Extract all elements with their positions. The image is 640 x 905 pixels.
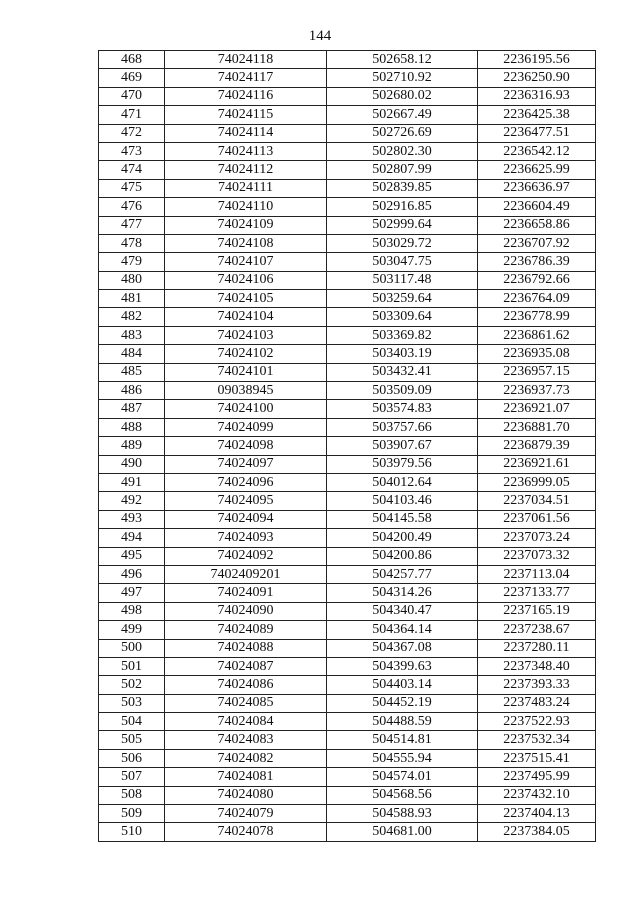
row-number-cell: 495	[99, 547, 165, 565]
table-row	[99, 418, 596, 436]
point-id-cell: 74024109	[165, 216, 327, 234]
y-coordinate-cell: 2237515.41	[478, 749, 596, 767]
point-id-cell: 74024107	[165, 253, 327, 271]
row-number-cell: 486	[99, 382, 165, 400]
point-id-cell: 09038945	[165, 382, 327, 400]
table-row	[99, 492, 596, 510]
x-coordinate-cell: 503047.75	[327, 253, 478, 271]
point-id-cell: 74024105	[165, 290, 327, 308]
x-coordinate-cell: 504340.47	[327, 602, 478, 620]
point-id-cell: 74024110	[165, 198, 327, 216]
table-row	[99, 345, 596, 363]
row-number-cell: 482	[99, 308, 165, 326]
point-id-cell: 74024082	[165, 749, 327, 767]
y-coordinate-cell: 2236957.15	[478, 363, 596, 381]
x-coordinate-cell: 504403.14	[327, 676, 478, 694]
point-id-cell: 74024117	[165, 69, 327, 87]
row-number-cell: 485	[99, 363, 165, 381]
x-coordinate-cell: 503369.82	[327, 326, 478, 344]
table-row	[99, 621, 596, 639]
x-coordinate-cell: 503757.66	[327, 418, 478, 436]
row-number-cell: 510	[99, 823, 165, 841]
row-number-cell: 504	[99, 713, 165, 731]
table-row	[99, 547, 596, 565]
x-coordinate-cell: 504488.59	[327, 713, 478, 731]
x-coordinate-cell: 502658.12	[327, 51, 478, 69]
y-coordinate-cell: 2236707.92	[478, 234, 596, 252]
point-id-cell: 74024098	[165, 437, 327, 455]
y-coordinate-cell: 2237404.13	[478, 805, 596, 823]
y-coordinate-cell: 2236786.39	[478, 253, 596, 271]
y-coordinate-cell: 2237348.40	[478, 657, 596, 675]
point-id-cell: 74024100	[165, 400, 327, 418]
row-number-cell: 473	[99, 142, 165, 160]
x-coordinate-cell: 503309.64	[327, 308, 478, 326]
table-row	[99, 565, 596, 583]
point-id-cell: 74024104	[165, 308, 327, 326]
row-number-cell: 479	[99, 253, 165, 271]
x-coordinate-cell: 504103.46	[327, 492, 478, 510]
point-id-cell: 74024111	[165, 179, 327, 197]
y-coordinate-cell: 2236778.99	[478, 308, 596, 326]
row-number-cell: 487	[99, 400, 165, 418]
table-row	[99, 363, 596, 381]
y-coordinate-cell: 2236792.66	[478, 271, 596, 289]
row-number-cell: 500	[99, 639, 165, 657]
table-row	[99, 326, 596, 344]
y-coordinate-cell: 2237165.19	[478, 602, 596, 620]
y-coordinate-cell: 2237034.51	[478, 492, 596, 510]
point-id-cell: 74024093	[165, 529, 327, 547]
row-number-cell: 503	[99, 694, 165, 712]
point-id-cell: 74024112	[165, 161, 327, 179]
point-id-cell: 74024090	[165, 602, 327, 620]
table-row	[99, 234, 596, 252]
point-id-cell: 74024081	[165, 768, 327, 786]
table-row	[99, 290, 596, 308]
coordinates-table	[98, 50, 596, 842]
table-row	[99, 455, 596, 473]
y-coordinate-cell: 2236625.99	[478, 161, 596, 179]
point-id-cell: 74024101	[165, 363, 327, 381]
table-row	[99, 142, 596, 160]
y-coordinate-cell: 2237133.77	[478, 584, 596, 602]
row-number-cell: 502	[99, 676, 165, 694]
row-number-cell: 475	[99, 179, 165, 197]
x-coordinate-cell: 504555.94	[327, 749, 478, 767]
y-coordinate-cell: 2237483.24	[478, 694, 596, 712]
y-coordinate-cell: 2237061.56	[478, 510, 596, 528]
table-row	[99, 602, 596, 620]
x-coordinate-cell: 504012.64	[327, 473, 478, 491]
row-number-cell: 468	[99, 51, 165, 69]
row-number-cell: 480	[99, 271, 165, 289]
row-number-cell: 498	[99, 602, 165, 620]
table-row	[99, 51, 596, 69]
table-row	[99, 400, 596, 418]
y-coordinate-cell: 2236861.62	[478, 326, 596, 344]
table-row	[99, 69, 596, 87]
y-coordinate-cell: 2236999.05	[478, 473, 596, 491]
x-coordinate-cell: 504364.14	[327, 621, 478, 639]
y-coordinate-cell: 2236316.93	[478, 87, 596, 105]
table-row	[99, 786, 596, 804]
table-row	[99, 253, 596, 271]
table-row	[99, 271, 596, 289]
x-coordinate-cell: 502667.49	[327, 106, 478, 124]
coordinates-table-body	[99, 51, 596, 842]
y-coordinate-cell: 2236195.56	[478, 51, 596, 69]
y-coordinate-cell: 2236937.73	[478, 382, 596, 400]
y-coordinate-cell: 2236921.07	[478, 400, 596, 418]
x-coordinate-cell: 502999.64	[327, 216, 478, 234]
table-row	[99, 823, 596, 841]
x-coordinate-cell: 504568.56	[327, 786, 478, 804]
table-row	[99, 749, 596, 767]
x-coordinate-cell: 502680.02	[327, 87, 478, 105]
x-coordinate-cell: 504314.26	[327, 584, 478, 602]
x-coordinate-cell: 504367.08	[327, 639, 478, 657]
x-coordinate-cell: 504514.81	[327, 731, 478, 749]
row-number-cell: 489	[99, 437, 165, 455]
y-coordinate-cell: 2236921.61	[478, 455, 596, 473]
x-coordinate-cell: 502710.92	[327, 69, 478, 87]
point-id-cell: 74024116	[165, 87, 327, 105]
x-coordinate-cell: 504681.00	[327, 823, 478, 841]
y-coordinate-cell: 2236250.90	[478, 69, 596, 87]
x-coordinate-cell: 503259.64	[327, 290, 478, 308]
row-number-cell: 471	[99, 106, 165, 124]
table-row	[99, 106, 596, 124]
x-coordinate-cell: 504399.63	[327, 657, 478, 675]
table-row	[99, 713, 596, 731]
row-number-cell: 488	[99, 418, 165, 436]
point-id-cell: 74024114	[165, 124, 327, 142]
x-coordinate-cell: 503432.41	[327, 363, 478, 381]
table-row	[99, 805, 596, 823]
row-number-cell: 476	[99, 198, 165, 216]
y-coordinate-cell: 2237280.11	[478, 639, 596, 657]
point-id-cell: 74024118	[165, 51, 327, 69]
table-row	[99, 382, 596, 400]
y-coordinate-cell: 2237432.10	[478, 786, 596, 804]
point-id-cell: 74024092	[165, 547, 327, 565]
row-number-cell: 509	[99, 805, 165, 823]
x-coordinate-cell: 504145.58	[327, 510, 478, 528]
x-coordinate-cell: 502802.30	[327, 142, 478, 160]
y-coordinate-cell: 2237113.04	[478, 565, 596, 583]
row-number-cell: 478	[99, 234, 165, 252]
point-id-cell: 74024078	[165, 823, 327, 841]
point-id-cell: 74024099	[165, 418, 327, 436]
point-id-cell: 74024084	[165, 713, 327, 731]
row-number-cell: 493	[99, 510, 165, 528]
row-number-cell: 501	[99, 657, 165, 675]
table-row	[99, 510, 596, 528]
x-coordinate-cell: 503574.83	[327, 400, 478, 418]
table-row	[99, 731, 596, 749]
x-coordinate-cell: 503907.67	[327, 437, 478, 455]
x-coordinate-cell: 504200.86	[327, 547, 478, 565]
x-coordinate-cell: 503979.56	[327, 455, 478, 473]
row-number-cell: 497	[99, 584, 165, 602]
point-id-cell: 74024103	[165, 326, 327, 344]
row-number-cell: 484	[99, 345, 165, 363]
x-coordinate-cell: 504452.19	[327, 694, 478, 712]
row-number-cell: 490	[99, 455, 165, 473]
page-number: 144	[308, 28, 332, 44]
point-id-cell: 74024113	[165, 142, 327, 160]
point-id-cell: 74024089	[165, 621, 327, 639]
y-coordinate-cell: 2236604.49	[478, 198, 596, 216]
row-number-cell: 506	[99, 749, 165, 767]
y-coordinate-cell: 2237532.34	[478, 731, 596, 749]
point-id-cell: 74024087	[165, 657, 327, 675]
table-row	[99, 161, 596, 179]
point-id-cell: 74024097	[165, 455, 327, 473]
y-coordinate-cell: 2237384.05	[478, 823, 596, 841]
point-id-cell: 74024080	[165, 786, 327, 804]
table-row	[99, 694, 596, 712]
row-number-cell: 477	[99, 216, 165, 234]
point-id-cell: 74024086	[165, 676, 327, 694]
table-row	[99, 216, 596, 234]
y-coordinate-cell: 2236636.97	[478, 179, 596, 197]
row-number-cell: 474	[99, 161, 165, 179]
x-coordinate-cell: 503029.72	[327, 234, 478, 252]
row-number-cell: 472	[99, 124, 165, 142]
y-coordinate-cell: 2236764.09	[478, 290, 596, 308]
point-id-cell: 74024079	[165, 805, 327, 823]
table-row	[99, 179, 596, 197]
y-coordinate-cell: 2236542.12	[478, 142, 596, 160]
y-coordinate-cell: 2237073.24	[478, 529, 596, 547]
point-id-cell: 7402409201	[165, 565, 327, 583]
y-coordinate-cell: 2237522.93	[478, 713, 596, 731]
row-number-cell: 507	[99, 768, 165, 786]
y-coordinate-cell: 2236658.86	[478, 216, 596, 234]
point-id-cell: 74024108	[165, 234, 327, 252]
point-id-cell: 74024115	[165, 106, 327, 124]
y-coordinate-cell: 2236935.08	[478, 345, 596, 363]
row-number-cell: 483	[99, 326, 165, 344]
point-id-cell: 74024102	[165, 345, 327, 363]
y-coordinate-cell: 2236425.38	[478, 106, 596, 124]
row-number-cell: 491	[99, 473, 165, 491]
y-coordinate-cell: 2237393.33	[478, 676, 596, 694]
point-id-cell: 74024091	[165, 584, 327, 602]
table-row	[99, 87, 596, 105]
table-row	[99, 124, 596, 142]
point-id-cell: 74024106	[165, 271, 327, 289]
point-id-cell: 74024083	[165, 731, 327, 749]
table-row	[99, 584, 596, 602]
x-coordinate-cell: 503117.48	[327, 271, 478, 289]
row-number-cell: 481	[99, 290, 165, 308]
row-number-cell: 496	[99, 565, 165, 583]
y-coordinate-cell: 2236477.51	[478, 124, 596, 142]
row-number-cell: 499	[99, 621, 165, 639]
row-number-cell: 505	[99, 731, 165, 749]
x-coordinate-cell: 504588.93	[327, 805, 478, 823]
table-row	[99, 198, 596, 216]
y-coordinate-cell: 2237238.67	[478, 621, 596, 639]
x-coordinate-cell: 502807.99	[327, 161, 478, 179]
table-row	[99, 529, 596, 547]
table-row	[99, 768, 596, 786]
x-coordinate-cell: 502916.85	[327, 198, 478, 216]
point-id-cell: 74024095	[165, 492, 327, 510]
table-row	[99, 473, 596, 491]
row-number-cell: 469	[99, 69, 165, 87]
table-row	[99, 308, 596, 326]
row-number-cell: 492	[99, 492, 165, 510]
x-coordinate-cell: 503509.09	[327, 382, 478, 400]
point-id-cell: 74024088	[165, 639, 327, 657]
x-coordinate-cell: 502726.69	[327, 124, 478, 142]
point-id-cell: 74024085	[165, 694, 327, 712]
point-id-cell: 74024094	[165, 510, 327, 528]
table-row	[99, 639, 596, 657]
row-number-cell: 508	[99, 786, 165, 804]
point-id-cell: 74024096	[165, 473, 327, 491]
table-row	[99, 657, 596, 675]
row-number-cell: 470	[99, 87, 165, 105]
x-coordinate-cell: 504257.77	[327, 565, 478, 583]
x-coordinate-cell: 504574.01	[327, 768, 478, 786]
y-coordinate-cell: 2237073.32	[478, 547, 596, 565]
x-coordinate-cell: 502839.85	[327, 179, 478, 197]
row-number-cell: 494	[99, 529, 165, 547]
table-row	[99, 676, 596, 694]
y-coordinate-cell: 2236879.39	[478, 437, 596, 455]
table-row	[99, 437, 596, 455]
y-coordinate-cell: 2237495.99	[478, 768, 596, 786]
x-coordinate-cell: 503403.19	[327, 345, 478, 363]
y-coordinate-cell: 2236881.70	[478, 418, 596, 436]
x-coordinate-cell: 504200.49	[327, 529, 478, 547]
